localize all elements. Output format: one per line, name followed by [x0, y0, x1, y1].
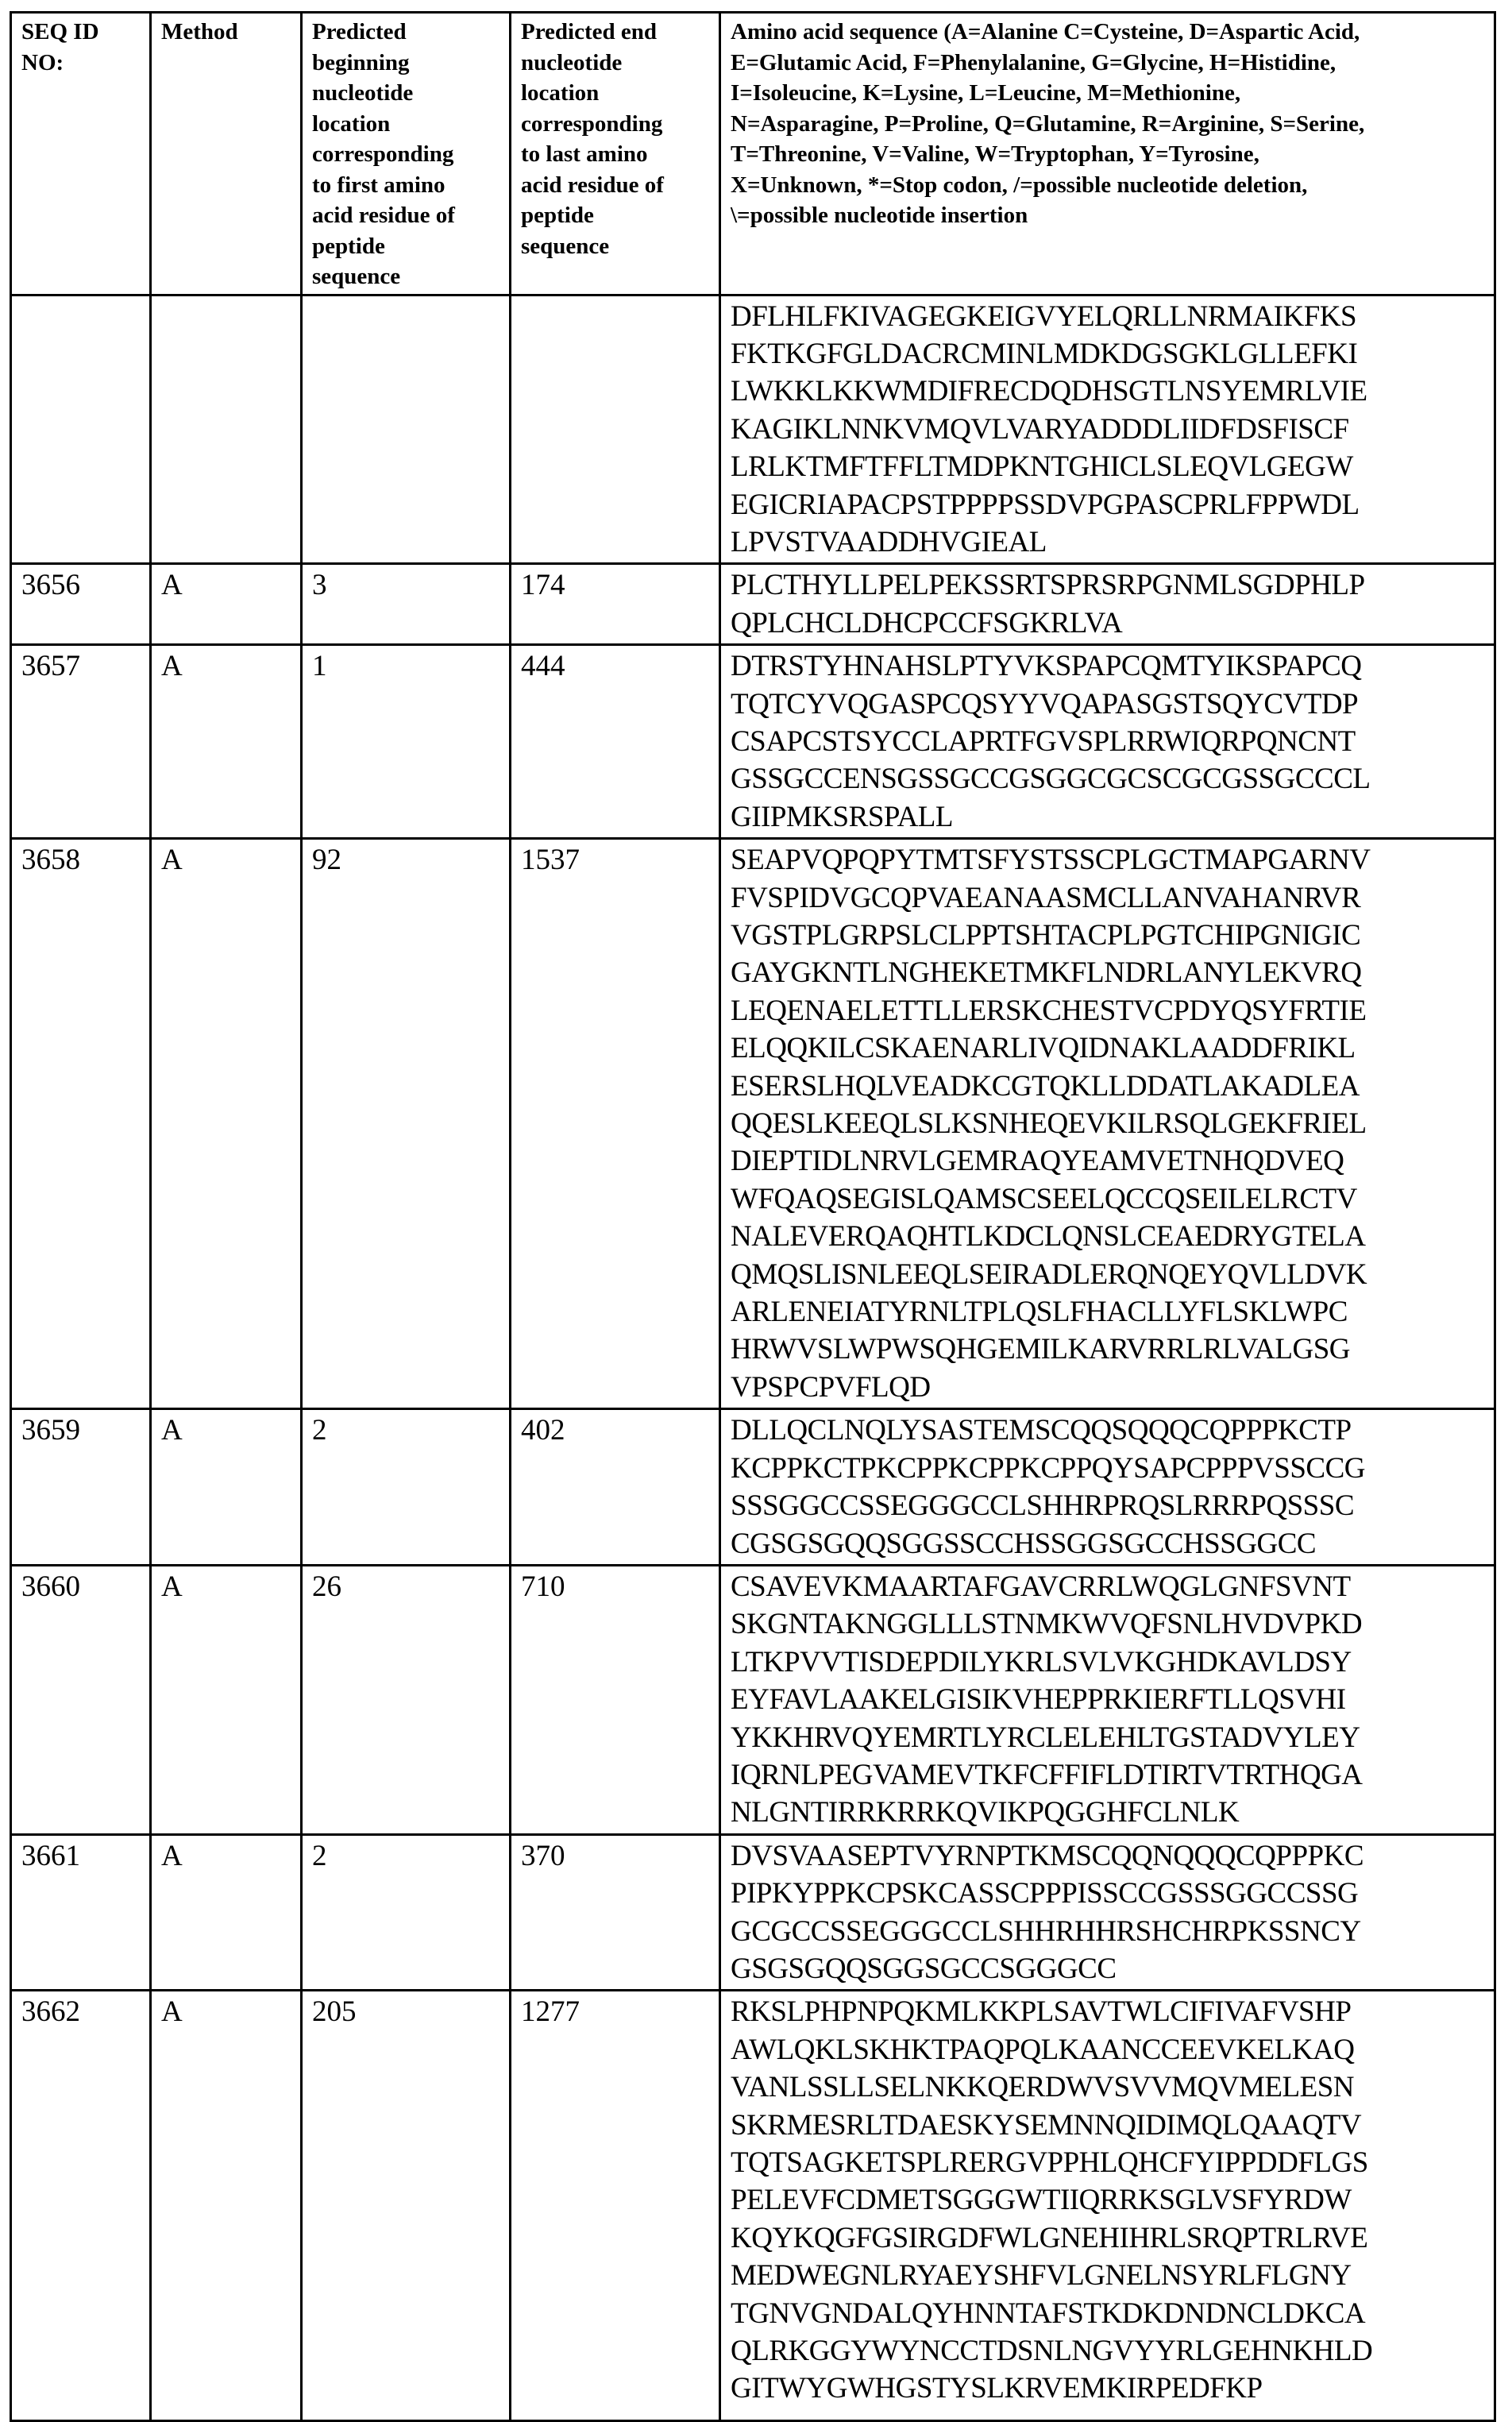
- method-cell: A: [151, 1565, 302, 1834]
- sequence-line: ESERSLHQLVEADKCGTQKLLDDATLAKADLEA: [731, 1069, 1360, 1103]
- sequence-line: PELEVFCDMETSGGGWTIIQRRKSGLVSFYRDW: [731, 2184, 1352, 2217]
- header-line: acid residue of: [521, 172, 664, 198]
- sequence-line: SSSGGCCSSEGGGCCLSHHRPRQSLRRRPQSSSC: [731, 1489, 1355, 1523]
- sequence-cell: [720, 1834, 1495, 1991]
- sequence-line: MEDWEGNLRYAEYSHFVLGNELNSYRLFLGNY: [731, 2259, 1352, 2293]
- sequence-line: DFLHLFKIVAGEGKEIGVYELQRLLNRMAIKFKS: [731, 299, 1357, 333]
- sequence-line: VANLSSLLSELNKKQERDWVSVVMQVMELESN: [731, 2071, 1355, 2104]
- seq-id-cell: 3659: [11, 1409, 151, 1566]
- header-line: to first amino: [312, 172, 446, 198]
- header-line: nucleotide: [521, 49, 623, 75]
- sequence-line: GCGCCSSEGGGCCLSHHRHHRSHCHRPKSSNCY: [731, 1914, 1361, 1948]
- table-row: [11, 1834, 1495, 1991]
- sequence-line: TQTCYVQGASPCQSYYVQAPASGSTSQYCVTDP: [731, 687, 1359, 720]
- seq-id-cell: 3660: [11, 1565, 151, 1834]
- sequence-line: KAGIKLNNKVMQVLVARYADDDLIIDFDSFISCF: [731, 412, 1349, 446]
- sequence-line: QLRKGGYWYNCCTDSNLNGVYYRLGEHNKHLD: [731, 2335, 1373, 2368]
- seq-id-cell: 3657: [11, 645, 151, 839]
- begin-cell: 205: [302, 1991, 511, 2421]
- begin-cell: 26: [302, 1565, 511, 1834]
- sequence-line: VGSTPLGRPSLCLPPTSHTACPLPGTCHIPGNIGIC: [731, 919, 1361, 952]
- sequence-line: ELQQKILCSKAENARLIVQIDNAKLAADDFRIKL: [731, 1032, 1356, 1065]
- sequence-line: RKSLPHPNPQKMLKKPLSAVTWLCIFIVAFVSHP: [731, 1995, 1352, 2029]
- table-row: [11, 839, 1495, 1409]
- header-row: [11, 13, 1495, 296]
- sequence-line: TQTSAGKETSPLRERGVPPHLQHCFYIPPDDFLGS: [731, 2146, 1368, 2179]
- sequence-line: YKKHRVQYEMRTLYRCLELEHLTGSTADVYLEY: [731, 1721, 1360, 1754]
- header-line: X=Unknown, *=Stop codon, /=possible nucleotide deletion,: [731, 172, 1308, 198]
- end-cell: 1277: [511, 1991, 720, 2421]
- sequence-line: LRLKTMFTFFLTMDPKNTGHICLSLEQVLGEGW: [731, 450, 1353, 484]
- sequence-line: QPLCHCLDHCPCCFSGKRLVA: [731, 606, 1123, 639]
- sequence-line: FKTKGFGLDACRCMINLMDKDGSGKLGLLEFKI: [731, 337, 1358, 370]
- sequence-line: FVSPIDVGCQPVAEANAASMCLLANVAHANRVR: [731, 881, 1361, 914]
- header-line: location: [521, 80, 600, 106]
- sequence-line: SEAPVQPQPYTMTSFYSTSSCPLGCTMAPGARNV: [731, 844, 1371, 877]
- sequence-cell: [720, 839, 1495, 1409]
- sequence-line: DVSVAASEPTVYRNPTKMSCQQNQQQCQPPPKC: [731, 1839, 1364, 1872]
- sequence-line: GIIPMKSRSPALL: [731, 800, 953, 833]
- header-line: I=Isoleucine, K=Lysine, L=Leucine, M=Methionine,: [731, 80, 1241, 106]
- header-line: nucleotide: [312, 80, 414, 106]
- header-line: Predicted end: [521, 19, 658, 44]
- sequence-line: GSSGCCENSGSSGCCGSGGCGCSCGCGSSGCCCL: [731, 763, 1371, 796]
- sequence-table: [10, 11, 1496, 2422]
- sequence-cell: [720, 564, 1495, 645]
- end-cell: 444: [511, 645, 720, 839]
- sequence-line: AWLQKLSKHKTPAQPQLKAANCCEEVKELKAQ: [731, 2033, 1355, 2066]
- sequence-line: GITWYGWHGSTYSLKRVEMKIRPEDFKP: [731, 2372, 1263, 2405]
- header-line: peptide: [521, 203, 594, 228]
- end-cell: 174: [511, 564, 720, 645]
- header-line: Predicted: [312, 19, 407, 44]
- end-cell: 370: [511, 1834, 720, 1991]
- begin-cell: 1: [302, 645, 511, 839]
- sequence-line: PLCTHYLLPELPEKSSRTSPRSRPGNMLSGDPHLP: [731, 569, 1365, 602]
- sequence-cell: [720, 1565, 1495, 1834]
- sequence-line: LEQENAELETTLLERSKCHESTVCPDYQSYFRTIE: [731, 994, 1367, 1027]
- seq-id-cell: 3662: [11, 1991, 151, 2421]
- sequence-line: VPSPCPVFLQD: [731, 1370, 931, 1404]
- seq-id-cell: 3661: [11, 1834, 151, 1991]
- sequence-line: QMQSLISNLEEQLSEIRADLERQNQEYQVLLDVK: [731, 1257, 1367, 1291]
- seq-id-cell: 3656: [11, 564, 151, 645]
- sequence-line: EGICRIAPACPSTPPPPSSDVPGPASCPRLFPPWDL: [731, 488, 1360, 521]
- table-row: [11, 645, 1495, 839]
- sequence-line: IQRNLPEGVAMEVTKFCFFIFLDTIRTVTRTHQGA: [731, 1758, 1363, 1791]
- method-cell: A: [151, 564, 302, 645]
- sequence-line: EYFAVLAAKELGISIKVHEPPRKIERFTLLQSVHI: [731, 1683, 1346, 1717]
- header-method: [151, 13, 302, 296]
- sequence-line: HRWVSLWPWSQHGEMILKARVRRLRLVALGSG: [731, 1333, 1351, 1366]
- method-cell: A: [151, 1409, 302, 1566]
- method-cell: A: [151, 1834, 302, 1991]
- sequence-line: CGSGSGQQSGGSSCCHSSGGSGCCHSSGGCC: [731, 1527, 1317, 1560]
- header-amino-acid-sequence: [720, 13, 1495, 296]
- method-cell: A: [151, 1991, 302, 2421]
- header-line: T=Threonine, V=Valine, W=Tryptophan, Y=Tyrosine,: [731, 141, 1259, 167]
- header-line: Method: [161, 19, 238, 44]
- header-begin-location: [302, 13, 511, 296]
- end-cell: 1537: [511, 839, 720, 1409]
- header-line: \=possible nucleotide insertion: [731, 203, 1028, 228]
- begin-cell: 3: [302, 564, 511, 645]
- sequence-cell: [720, 645, 1495, 839]
- header-line: sequence: [521, 233, 610, 259]
- end-cell: 402: [511, 1409, 720, 1566]
- header-end-location: [511, 13, 720, 296]
- sequence-line: LTKPVVTISDEPDILYKRLSVLVKGHDKAVLDSY: [731, 1645, 1352, 1678]
- method-cell: A: [151, 839, 302, 1409]
- sequence-line: PIPKYPPKCPSKCASSCPPPISSCCGSSSGGCCSSG: [731, 1877, 1359, 1910]
- sequence-line: TGNVGNDALQYHNNTAFSTKDKDNDNCLDKCA: [731, 2296, 1366, 2330]
- begin-cell: [302, 295, 511, 564]
- sequence-line: DIEPTIDLNRVLGEMRAQYEAMVETNHQDVEQ: [731, 1145, 1344, 1178]
- sequence-line: NALEVERQAQHTLKDCLQNSLCEAEDRYGTELA: [731, 1220, 1366, 1253]
- sequence-cell: [720, 1409, 1495, 1566]
- header-line: corresponding: [521, 110, 663, 137]
- begin-cell: 2: [302, 1834, 511, 1991]
- sequence-cell: [720, 295, 1495, 564]
- header-line: N=Asparagine, P=Proline, Q=Glutamine, R=Arginine, S=Serine,: [731, 110, 1365, 137]
- table-row: [11, 1565, 1495, 1834]
- sequence-line: QQESLKEEQLSLKSNHEQEVKILRSQLGEKFRIEL: [731, 1107, 1367, 1141]
- end-cell: 710: [511, 1565, 720, 1834]
- seq-id-cell: 3658: [11, 839, 151, 1409]
- sequence-cell: [720, 1991, 1495, 2421]
- header-line: corresponding: [312, 141, 454, 167]
- sequence-line: CSAPCSTSYCCLAPRTFGVSPLRRWIQRPQNCNT: [731, 724, 1356, 758]
- sequence-line: LWKKLKKWMDIFRECDQDHSGTLNSYEMRLVIE: [731, 375, 1367, 408]
- header-line: peptide: [312, 233, 385, 259]
- header-line: NO:: [21, 49, 64, 75]
- header-line: to last amino: [521, 141, 648, 167]
- header-line: beginning: [312, 49, 410, 75]
- sequence-line: LPVSTVAADDHVGIEAL: [731, 525, 1047, 558]
- table-row: [11, 564, 1495, 645]
- table-row: [11, 1409, 1495, 1566]
- sequence-line: GSGSGQQSGGSGCCSGGGCC: [731, 1952, 1117, 1985]
- table-row: [11, 1991, 1495, 2421]
- sequence-line: GAYGKNTLNGHEKETMKFLNDRLANYLEKVRQ: [731, 956, 1362, 990]
- sequence-line: NLGNTIRRKRRKQVIKPQGGHFCLNLK: [731, 1796, 1240, 1829]
- header-line: SEQ ID: [21, 19, 99, 44]
- sequence-line: CSAVEVKMAARTAFGAVCRRLWQGLGNFSVNT: [731, 1570, 1351, 1603]
- header-line: sequence: [312, 264, 401, 289]
- sequence-line: DLLQCLNQLYSASTEMSCQQSQQQCQPPPKCTP: [731, 1414, 1352, 1447]
- method-cell: A: [151, 645, 302, 839]
- header-line: acid residue of: [312, 203, 455, 228]
- header-line: Amino acid sequence (A=Alanine C=Cysteine, D=Aspartic Acid,: [731, 19, 1360, 44]
- sequence-line: SKGNTAKNGGLLLSTNMKWVQFSNLHVDVPKD: [731, 1608, 1363, 1641]
- begin-cell: 92: [302, 839, 511, 1409]
- end-cell: [511, 295, 720, 564]
- header-seq-id: [11, 13, 151, 296]
- sequence-line: WFQAQSEGISLQAMSCSEELQCCQSEILELRCTV: [731, 1182, 1357, 1215]
- begin-cell: 2: [302, 1409, 511, 1566]
- table-row: [11, 295, 1495, 564]
- sequence-line: ARLENEIATYRNLTPLQSLFHACLLYFLSKLWPC: [731, 1296, 1348, 1329]
- seq-id-cell: [11, 295, 151, 564]
- method-cell: [151, 295, 302, 564]
- sequence-line: KQYKQGFGSIRGDFWLGNEHIHRLSRQPTRLRVE: [731, 2221, 1368, 2254]
- header-line: location: [312, 110, 391, 137]
- sequence-line: KCPPKCTPKCPPKCPPKCPPQYSAPCPPPVSSCCG: [731, 1451, 1365, 1485]
- header-line: E=Glutamic Acid, F=Phenylalanine, G=Glycine, H=Histidine,: [731, 49, 1336, 75]
- sequence-line: SKRMESRLTDAESKYSEMNNQIDIMQLQAAQTV: [731, 2108, 1362, 2142]
- sequence-line: DTRSTYHNAHSLPTYVKSPAPCQMTYIKSPAPCQ: [731, 650, 1362, 683]
